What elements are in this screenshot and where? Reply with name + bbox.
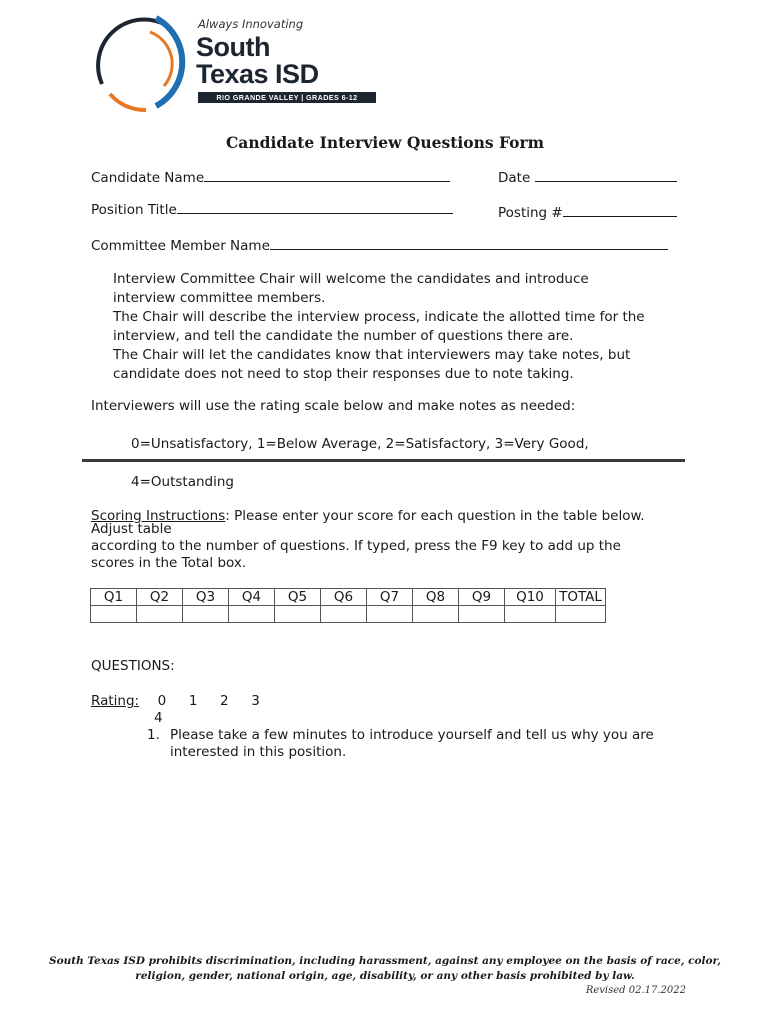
score-cell-q10[interactable] (505, 606, 556, 623)
bullet-text: The Chair will let the candidates know that interviewers may take notes, but candidate does not need to stop their responses due to note taking. (113, 347, 631, 382)
rating-value-4[interactable]: 4 (154, 710, 163, 726)
rating-value-2[interactable]: 2 (220, 693, 229, 709)
question-1-number: 1. (147, 727, 160, 743)
score-header-q7: Q7 (367, 589, 413, 606)
committee-member-label: Committee Member Name (91, 238, 270, 254)
scoring-instructions-text: : Please enter your score for each question in the table below. (225, 508, 645, 524)
score-header-q3: Q3 (183, 589, 229, 606)
procedure-bullets (90, 270, 650, 384)
list-item (90, 308, 650, 346)
form-title: Candidate Interview Questions Form (225, 133, 545, 152)
bullet-text: The Chair will describe the interview process, indicate the allotted time for the interview, and tell the candidate the number of questions there are. (113, 309, 645, 344)
score-cell-q9[interactable] (459, 606, 505, 623)
rating-scale-line1: 0=Unsatisfactory, 1=Below Average, 2=Satisfactory, 3=Very Good, (131, 436, 589, 452)
logo-text-south: South (196, 32, 270, 62)
committee-member-field[interactable] (91, 236, 668, 254)
score-header-q8: Q8 (413, 589, 459, 606)
score-header-q6: Q6 (321, 589, 367, 606)
questions-heading: QUESTIONS: (91, 658, 175, 674)
scoring-instructions-label: Scoring Instructions (91, 508, 226, 524)
score-table (90, 588, 606, 623)
section-divider (82, 459, 685, 462)
posting-field[interactable] (498, 203, 677, 221)
rating-label: Rating: (91, 693, 140, 709)
scoring-instructions-line2: Adjust table (91, 521, 172, 537)
logo-tagline: Always Innovating (198, 17, 304, 31)
score-cell-q1[interactable] (91, 606, 137, 623)
list-item (90, 270, 650, 308)
position-title-label: Position Title (91, 202, 177, 218)
candidate-name-label: Candidate Name (91, 170, 205, 186)
question-1-text-line1: Please take a few minutes to introduce yourself and tell us why you are (170, 727, 654, 743)
score-header-q10: Q10 (505, 589, 556, 606)
posting-label: Posting # (498, 205, 563, 221)
rating-value-0[interactable]: 0 (157, 693, 167, 709)
rating-value-1[interactable]: 1 (188, 693, 198, 709)
table-header-row (91, 589, 606, 606)
position-title-field[interactable] (91, 200, 453, 218)
scoring-instructions-line4: scores in the Total box. (91, 555, 247, 571)
bullet-text: Interview Committee Chair will welcome the candidates and introduce interview committee members. (113, 271, 589, 306)
candidate-name-line[interactable] (204, 168, 450, 182)
rating-row (91, 693, 260, 709)
date-field[interactable] (498, 168, 677, 186)
scoring-instructions-line3: according to the number of questions. If typed, press the F9 key to add up the (91, 538, 621, 554)
position-title-line[interactable] (177, 200, 453, 214)
candidate-name-field[interactable] (91, 168, 450, 186)
revised-date: Revised 02.17.2022 (585, 985, 686, 996)
score-header-q2: Q2 (137, 589, 183, 606)
logo-text-texas-isd: Texas ISD (196, 59, 319, 89)
committee-member-line[interactable] (270, 236, 668, 250)
bullet-glyph-icon (90, 346, 113, 384)
score-cell-q2[interactable] (137, 606, 183, 623)
scoring-instructions-line1 (91, 508, 645, 524)
bullet-glyph-icon (90, 270, 113, 308)
score-header-q5: Q5 (275, 589, 321, 606)
score-cell-q6[interactable] (321, 606, 367, 623)
rating-scale-line2: 4=Outstanding (131, 474, 234, 490)
score-header-total: TOTAL (556, 589, 606, 606)
nondiscrimination-statement-line1: South Texas ISD prohibits discrimination, including harassment, against any employee on the basis of race, color, (49, 955, 721, 967)
rating-intro: Interviewers will use the rating scale below and make notes as needed: (91, 398, 576, 414)
score-cell-q5[interactable] (275, 606, 321, 623)
logo-band: RIO GRANDE VALLEY | GRADES 6-12 (198, 92, 376, 103)
score-cell-q4[interactable] (229, 606, 275, 623)
score-header-q9: Q9 (459, 589, 505, 606)
bullet-glyph-icon (90, 308, 113, 346)
rating-value-3[interactable]: 3 (251, 693, 260, 709)
score-header-q4: Q4 (229, 589, 275, 606)
list-item (90, 346, 650, 384)
posting-line[interactable] (563, 203, 677, 217)
score-cell-total[interactable] (556, 606, 606, 623)
date-line[interactable] (535, 168, 677, 182)
score-header-q1: Q1 (91, 589, 137, 606)
question-1-text-line2: interested in this position. (170, 744, 347, 760)
table-row (91, 606, 606, 623)
date-label: Date (498, 170, 531, 186)
nondiscrimination-statement-line2: religion, gender, national origin, age, disability, or any other basis prohibited by law. (135, 970, 635, 982)
score-cell-q7[interactable] (367, 606, 413, 623)
score-cell-q3[interactable] (183, 606, 229, 623)
score-cell-q8[interactable] (413, 606, 459, 623)
